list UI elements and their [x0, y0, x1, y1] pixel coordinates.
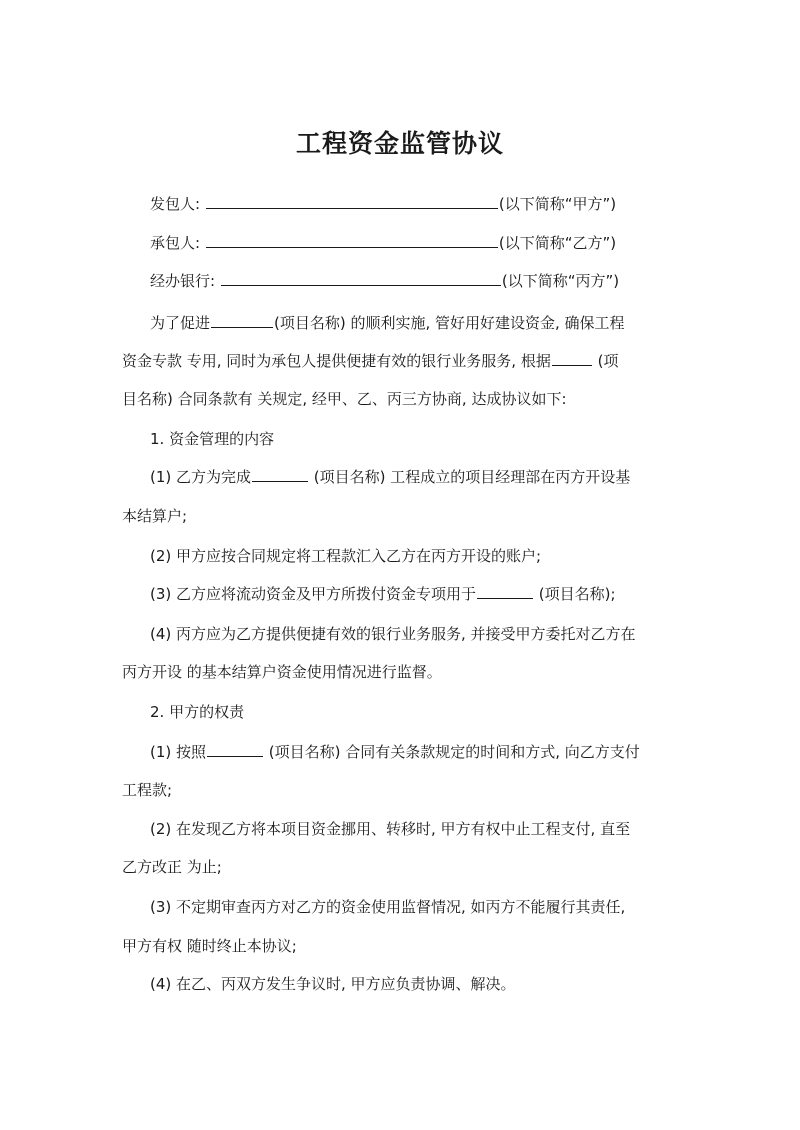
intro-line-3: 目名称) 合同条款有 关规定, 经甲、乙、丙三方协商, 达成协议如下: — [122, 390, 567, 408]
document-title: 工程资金监管协议 — [295, 129, 504, 158]
contractor-label: 承包人: — [150, 234, 201, 252]
section2-item1-line2: 工程款; — [122, 781, 173, 799]
section2-item1-start: (1) 按照 — [150, 743, 207, 761]
section1-item1-rest: (项目名称) 工程成立的项目经理部在丙方开设基 — [309, 468, 631, 486]
intro-line-2-rest: (项 — [592, 352, 619, 370]
section2-item1-rest: (项目名称) 合同有关条款规定的时间和方式, 向乙方支付 — [264, 743, 640, 761]
intro-line-1-rest: (项目名称) 的顺利实施, 管好用好建设资金, 确保工程 — [274, 314, 625, 332]
section2-item3-line1: (3) 不定期审查丙方对乙方的资金使用监督情况, 如丙方不能履行其责任, — [150, 898, 626, 916]
bank-blank[interactable] — [221, 271, 501, 286]
intro-line-2-start: 资金专款 专用, 同时为承包人提供便捷有效的银行业务服务, 根据 — [122, 352, 551, 370]
project-name-blank-5[interactable] — [207, 742, 263, 757]
project-name-blank-3[interactable] — [252, 467, 308, 482]
intro-line-2 — [122, 351, 618, 371]
section2-item3-line2: 甲方有权 随时终止本协议; — [122, 937, 297, 955]
project-name-blank-4[interactable] — [477, 584, 533, 599]
section1-item1-line2: 本结算户; — [122, 507, 188, 525]
section2-item1-line1 — [150, 742, 640, 762]
contractor-line — [150, 233, 616, 253]
bank-suffix: (以下简称“丙方”) — [501, 272, 620, 290]
section1-item1-line1 — [150, 467, 630, 487]
section2-item4: (4) 在乙、丙双方发生争议时, 甲方应负责协调、解决。 — [150, 975, 516, 993]
contractor-suffix: (以下简称“乙方”) — [498, 234, 617, 252]
section1-item1-start: (1) 乙方为完成 — [150, 468, 252, 486]
intro-line-1 — [150, 313, 625, 333]
project-name-blank-2[interactable] — [552, 351, 592, 366]
contractor-blank[interactable] — [206, 233, 498, 248]
employer-line — [150, 194, 616, 214]
project-name-blank-1[interactable] — [211, 313, 273, 328]
bank-label: 经办银行: — [150, 272, 216, 290]
section1-item4-line2: 丙方开设 的基本结算户资金使用情况进行监督。 — [122, 663, 442, 681]
employer-blank[interactable] — [206, 194, 498, 209]
section2-item2-line2: 乙方改正 为止; — [122, 858, 222, 876]
section1-item4-line1: (4) 丙方应为乙方提供便捷有效的银行业务服务, 并接受甲方委托对乙方在 — [150, 625, 636, 643]
section2-item2-line1: (2) 在发现乙方将本项目资金挪用、转移时, 甲方有权中止工程支付, 直至 — [150, 820, 631, 838]
intro-line-1-start: 为了促进 — [150, 314, 211, 332]
bank-line — [150, 271, 619, 291]
employer-label: 发包人: — [150, 195, 201, 213]
employer-suffix: (以下简称“甲方”) — [498, 195, 617, 213]
section1-item3 — [150, 584, 616, 604]
section2-heading: 2. 甲方的权责 — [150, 703, 245, 721]
section1-item3-start: (3) 乙方应将流动资金及甲方所拨付资金专项用于 — [150, 585, 477, 603]
section1-item3-rest: (项目名称); — [534, 585, 616, 603]
section1-item2: (2) 甲方应按合同规定将工程款汇入乙方在丙方开设的账户; — [150, 547, 542, 565]
section1-heading: 1. 资金管理的内容 — [150, 430, 275, 448]
